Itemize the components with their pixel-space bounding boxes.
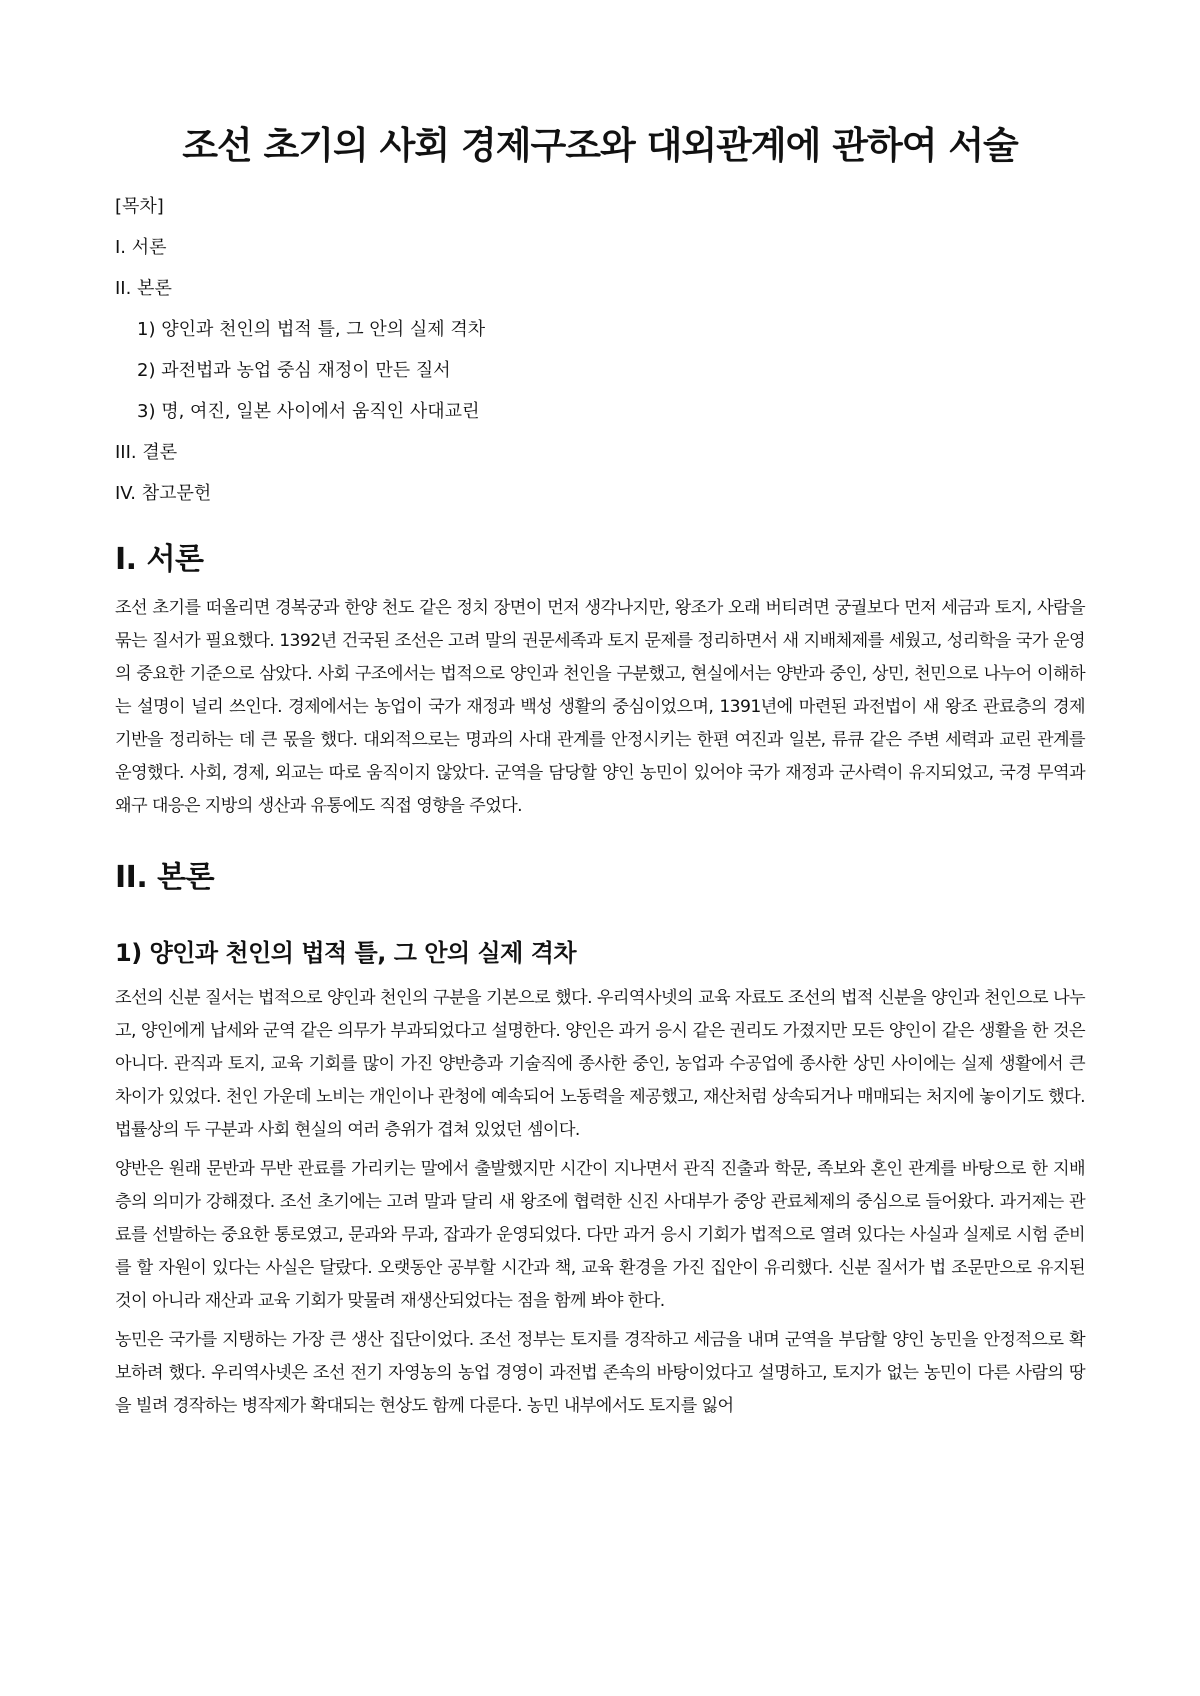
document-page <box>115 118 1085 1429</box>
toc-item: II. 본론 <box>115 278 172 299</box>
toc-subitem: 3) 명, 여진, 일본 사이에서 움직인 사대교린 <box>137 401 480 422</box>
toc-item: I. 서론 <box>115 237 167 258</box>
table-of-contents <box>115 194 1085 507</box>
paragraph: 조선 초기를 떠올리면 경복궁과 한양 천도 같은 정치 장면이 먼저 생각나지만, 왕조가 오래 버티려면 궁궐보다 먼저 세금과 토지, 사람을 묶는 질서가 필요했다. 1392년 건국된 조선은 고려 말의 권문세족과 토지 문제를 정리하면서 새 지배체제를 세웠고, 성리학을 국가 운영의 중요한 기준으로 삼았다. 사회 구조에서는 법적으로 양인과 천인을 구분했고, 현실에서는 양반과 중인, 상민, 천민으로 나누어 이해하는 설명이 널리 쓰인다. 경제에서는 농업이 국가 재정과 백성 생활의 중심이었으며, 1391년에 마련된 과전법이 새 왕조 관료층의 경제 기반을 정리하는 데 큰 몫을 했다. 대외적으로는 명과의 사대 관계를 안정시키는 한편 여진과 일본, 류큐 같은 주변 세력과 교린 관계를 운영했다. 사회, 경제, 외교는 따로 움직이지 않았다. 군역을 담당할 양인 농민이 있어야 국가 재정과 군사력이 유지되었고, 국경 무역과 왜구 대응은 지방의 생산과 유통에도 직접 영향을 주었다. <box>115 598 1085 816</box>
toc-subitem: 2) 과전법과 농업 중심 재정이 만든 질서 <box>137 360 451 381</box>
toc-item: III. 결론 <box>115 442 178 463</box>
toc-item: [목차] <box>115 196 164 217</box>
subsection-heading: 1) 양인과 천인의 법적 틀, 그 안의 실제 격차 <box>115 939 577 967</box>
toc-item: IV. 참고문헌 <box>115 483 212 504</box>
section-heading-intro: I. 서론 <box>115 542 204 577</box>
paragraph: 농민은 국가를 지탱하는 가장 큰 생산 집단이었다. 조선 정부는 토지를 경작하고 세금을 내며 군역을 부담할 양인 농민을 안정적으로 확보하려 했다. 우리역사넷은 조선 전기 자영농의 농업 경영이 과전법 존속의 바탕이었다고 설명하고, 토지가 없는 농민이 다른 사람의 땅을 빌려 경작하는 병작제가 확대되는 현상도 함께 다룬다. 농민 내부에서도 토지를 잃어 <box>115 1330 1085 1416</box>
section-heading-body: II. 본론 <box>115 860 215 895</box>
toc-subitem: 1) 양인과 천인의 법적 틀, 그 안의 실제 격차 <box>137 319 486 340</box>
paragraph: 조선의 신분 질서는 법적으로 양인과 천인의 구분을 기본으로 했다. 우리역사넷의 교육 자료도 조선의 법적 신분을 양인과 천인으로 나누고, 양인에게 납세와 군역 같은 의무가 부과되었다고 설명한다. 양인은 과거 응시 같은 권리도 가졌지만 모든 양인이 같은 생활을 한 것은 아니다. 관직과 토지, 교육 기회를 많이 가진 양반층과 기술직에 종사한 중인, 농업과 수공업에 종사한 상민 사이에는 실제 생활에서 큰 차이가 있었다. 천인 가운데 노비는 개인이나 관청에 예속되어 노동력을 제공했고, 재산처럼 상속되거나 매매되는 처지에 놓이기도 했다. 법률상의 두 구분과 사회 현실의 여러 층위가 겹쳐 있었던 셈이다. <box>115 988 1085 1140</box>
paragraph: 양반은 원래 문반과 무반 관료를 가리키는 말에서 출발했지만 시간이 지나면서 관직 진출과 학문, 족보와 혼인 관계를 바탕으로 한 지배층의 의미가 강해졌다. 조선 초기에는 고려 말과 달리 새 왕조에 협력한 신진 사대부가 중앙 관료체제의 중심으로 들어왔다. 과거제는 관료를 선발하는 중요한 통로였고, 문과와 무과, 잡과가 운영되었다. 다만 과거 응시 기회가 법적으로 열려 있다는 사실과 실제로 시험 준비를 할 자원이 있다는 사실은 달랐다. 오랫동안 공부할 시간과 책, 교육 환경을 가진 집안이 유리했다. 신분 질서가 법 조문만으로 유지된 것이 아니라 재산과 교육 기회가 맞물려 재생산되었다는 점을 함께 봐야 한다. <box>115 1159 1085 1311</box>
document-title: 조선 초기의 사회 경제구조와 대외관계에 관하여 서술 <box>182 124 1018 167</box>
